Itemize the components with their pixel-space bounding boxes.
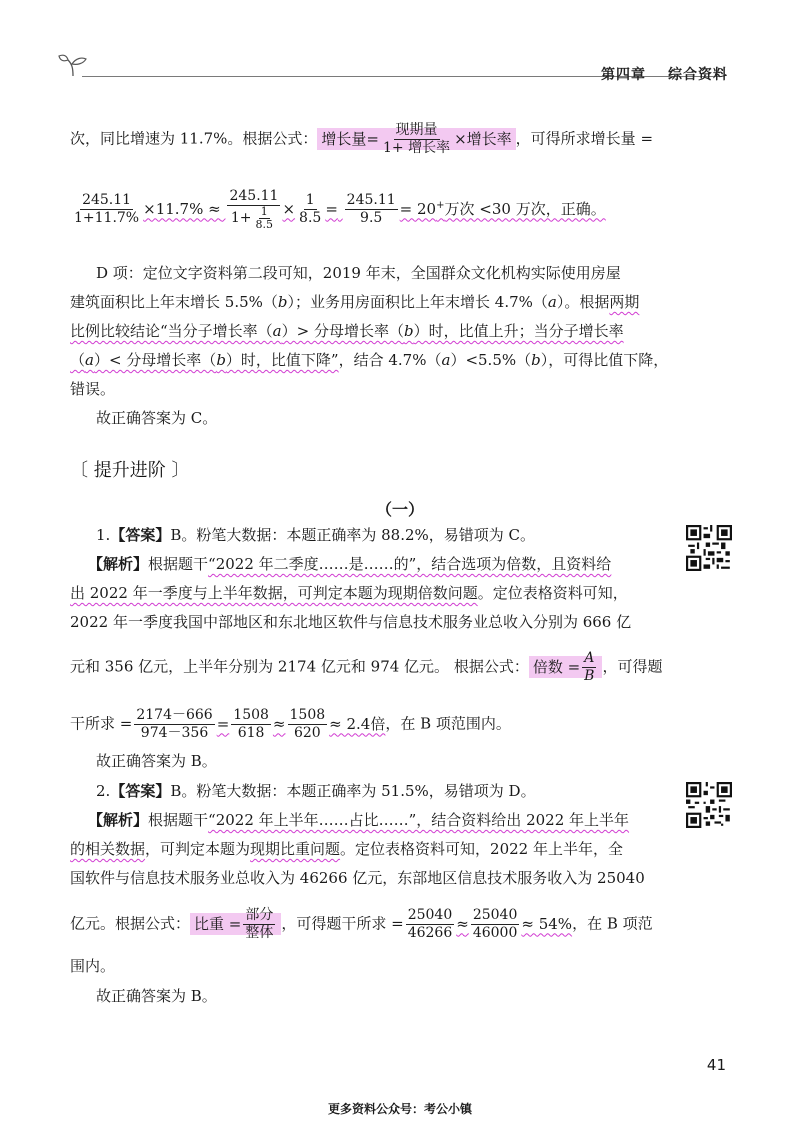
text: ）< 分母增长率（ — [93, 351, 217, 369]
fraction-numerator: A — [584, 650, 595, 666]
fraction-denominator: B — [584, 668, 595, 684]
variable: a — [547, 293, 557, 311]
text: 。定位表格资料可知， — [477, 584, 628, 602]
formula-highlight — [529, 650, 603, 684]
underlined-text: “2022 年二季度……是……的”，结合选项为倍数，且资料给 — [208, 555, 612, 573]
fraction-numerator: 1508 — [289, 707, 326, 723]
fraction-denominator — [229, 206, 279, 231]
fraction — [72, 192, 141, 227]
fraction-numerator: 1508 — [233, 707, 269, 723]
analysis-line — [88, 809, 629, 831]
chapter-label: 第四章 — [601, 67, 646, 83]
fraction-denominator: 974－356 — [140, 725, 209, 741]
fraction — [345, 192, 398, 227]
footer-text: 更多资料公众号：考公小镇 — [327, 1102, 472, 1116]
text: ）。根据 — [556, 293, 610, 311]
answer-line — [96, 524, 535, 546]
fraction — [231, 707, 271, 742]
text: 干所求 = — [70, 714, 133, 733]
fraction — [227, 188, 280, 231]
text: 围内。 — [70, 957, 116, 975]
paragraph-line — [70, 378, 115, 400]
paragraph-line — [70, 582, 628, 604]
paragraph-line — [70, 907, 653, 942]
text: ，可得所求增长量 = — [515, 129, 654, 148]
fraction-numerator: 25040 — [407, 907, 453, 923]
text: 比例比较结论“当分子增长率（ — [70, 322, 273, 340]
fraction-denominator: 9.5 — [360, 210, 383, 226]
question-number: 2. — [96, 782, 111, 800]
fraction-denominator: 1+ 增长率 — [383, 140, 451, 156]
text: 次，同比增速为 11.7%。根据公式： — [70, 129, 318, 148]
fraction — [243, 907, 275, 942]
text: ）时，比值下降” — [225, 351, 339, 369]
text: ）<5.5%（ — [450, 351, 532, 369]
text: ≈ — [456, 914, 469, 933]
variable: b — [216, 351, 226, 369]
text: ），可得比值下降， — [540, 351, 669, 369]
text: 1+ — [230, 210, 252, 226]
text: 元和 356 亿元，上半年分别为 2174 亿元和 974 亿元。 根据公式： — [70, 657, 529, 676]
superscript: + — [436, 199, 445, 211]
leaf-logo-icon — [58, 52, 88, 78]
answer-line — [96, 750, 217, 772]
paragraph-line — [70, 867, 645, 889]
text: = 20 — [399, 199, 437, 218]
text: ）> 分母增长率（ — [281, 322, 404, 340]
paragraph-line — [70, 122, 653, 157]
answer-tag: 【答案】 — [110, 782, 171, 800]
underlined-text: 出 2022 年一季度与上半年数据，可判定本题为现期倍数问题 — [70, 584, 478, 602]
text: 国软件与信息技术服务业总收入为 46266 亿元，东部地区信息技术服务收入为 25040 — [70, 869, 645, 887]
paragraph-line — [70, 955, 115, 977]
fraction — [288, 707, 328, 742]
paragraph-line — [70, 838, 623, 860]
underlined-text: 两期 — [609, 293, 640, 311]
fraction — [471, 907, 520, 942]
answer-tag: 【答案】 — [110, 526, 171, 544]
text: 万次 <30 万次，正确。 — [444, 199, 606, 218]
question-number: 1. — [96, 526, 111, 544]
fraction-denominator: 618 — [237, 725, 265, 741]
underlined-text: “2022 年上半年……占比……”，结合资料给出 2022 年上半年 — [208, 811, 630, 829]
paragraph-line — [70, 320, 624, 342]
text: ≈ 2.4倍 — [329, 714, 386, 733]
text: ≈ — [272, 714, 286, 733]
calculation-line — [70, 188, 606, 231]
fraction-denominator: 整体 — [245, 925, 274, 941]
formula-highlight — [190, 907, 281, 941]
variable: b — [277, 293, 288, 311]
variable: a — [272, 322, 282, 340]
formula-label: 增长量= — [321, 129, 379, 148]
fraction — [582, 650, 596, 685]
formula-highlight — [317, 122, 515, 156]
paragraph-line — [96, 262, 621, 284]
text: ，结合 4.7%（ — [338, 351, 442, 369]
fraction-numerator: 1 — [305, 192, 315, 208]
text: = — [325, 199, 338, 218]
page-number: 41 — [706, 1056, 726, 1074]
text: 故正确答案为 C。 — [96, 409, 218, 427]
formula-label: 倍数 = — [532, 657, 581, 676]
text: B。粉笔大数据：本题正确率为 51.5%，易错项为 D。 — [170, 782, 536, 800]
text: 错误。 — [70, 380, 116, 398]
text: ，可判定本题为 — [145, 840, 251, 858]
fraction-denominator: 46266 — [407, 925, 453, 941]
fraction-denominator: 620 — [293, 725, 321, 741]
variable: a — [85, 351, 94, 369]
qr-code-icon[interactable] — [686, 525, 732, 571]
analysis-tag: 【解析】 — [88, 811, 149, 829]
fraction-numerator: 245.11 — [229, 188, 279, 204]
qr-code-icon[interactable] — [686, 782, 732, 828]
chapter-header — [579, 64, 728, 84]
underlined-text — [70, 322, 624, 340]
text: ×11.7% ≈ — [143, 199, 221, 218]
text: 建筑面积比上年末增长 5.5%（ — [70, 293, 278, 311]
section-label: 综合资料 — [668, 67, 728, 83]
variable: b — [403, 322, 414, 340]
fraction — [134, 707, 214, 742]
nested-fraction — [254, 206, 276, 231]
text: ）时，比值上升；当分子增长率 — [413, 322, 624, 340]
text: D 项：定位文字资料第二段可知，2019 年末，全国群众文化机构实际使用房屋 — [96, 264, 621, 282]
section-title: 〔 提升进阶 〕 — [70, 460, 190, 481]
answer-line — [96, 985, 217, 1007]
underlined-text: 现期比重问题 — [250, 840, 341, 858]
analysis-tag: 【解析】 — [88, 555, 149, 573]
fraction-denominator: 46000 — [472, 925, 518, 941]
fraction-numerator: 部分 — [245, 907, 274, 923]
text: ，在 B 项范 — [572, 914, 653, 933]
fraction — [406, 907, 455, 942]
paragraph-line — [70, 349, 668, 371]
calculation-expression — [70, 188, 606, 231]
calculation-line — [70, 707, 511, 742]
answer-line — [96, 780, 536, 802]
fraction-numerator: 1 — [260, 205, 268, 218]
text: 故正确答案为 B。 — [96, 752, 217, 770]
variable: b — [531, 351, 541, 369]
fraction — [297, 192, 323, 227]
fraction-numerator: 25040 — [472, 907, 518, 923]
text: = — [216, 714, 230, 733]
fraction — [381, 122, 452, 157]
fraction-numerator: 2174－666 — [136, 707, 213, 723]
paragraph-line — [70, 611, 631, 633]
fraction-denominator: 8.5 — [299, 210, 322, 226]
text: 亿元。根据公式： — [70, 914, 191, 933]
paragraph-line — [70, 291, 639, 313]
text: 。定位表格资料可知，2022 年上半年，全 — [340, 840, 623, 858]
text: ）；业务用房面积比上年末增长 4.7%（ — [287, 293, 548, 311]
text: ，可得题 — [602, 657, 663, 676]
answer-line — [96, 407, 217, 429]
text: ，可得题干所求 = — [281, 914, 404, 933]
fraction-denominator: 8.5 — [255, 218, 274, 231]
fraction-numerator: 现期量 — [395, 122, 438, 138]
variable: a — [441, 351, 451, 369]
formula-label: 比重 = — [194, 914, 242, 933]
underlined-text — [70, 351, 339, 369]
calculation-expression — [132, 707, 386, 741]
text: 根据题干 — [148, 555, 209, 573]
text: 根据题干 — [148, 811, 209, 829]
fraction-numerator: 245.11 — [346, 192, 396, 208]
text: 故正确答案为 B。 — [96, 987, 217, 1005]
text: （ — [70, 351, 86, 369]
text: ≈ 54% — [521, 914, 573, 933]
sub-title: （一） — [375, 500, 424, 519]
formula-tail: ×增长率 — [454, 129, 512, 148]
text: B。粉笔大数据：本题正确率为 88.2%，易错项为 C。 — [170, 526, 536, 544]
analysis-line — [88, 553, 611, 575]
text: × — [282, 199, 296, 218]
text: ，在 B 项范围内。 — [385, 714, 511, 733]
underlined-text: 的相关数据 — [70, 840, 146, 858]
paragraph-line — [70, 650, 662, 685]
fraction-denominator: 1+11.7% — [74, 210, 140, 226]
text: 2022 年一季度我国中部地区和东北地区软件与信息技术服务业总收入分别为 666 亿 — [70, 613, 632, 631]
calculation-expression — [404, 907, 573, 941]
fraction-numerator: 245.11 — [82, 192, 132, 208]
